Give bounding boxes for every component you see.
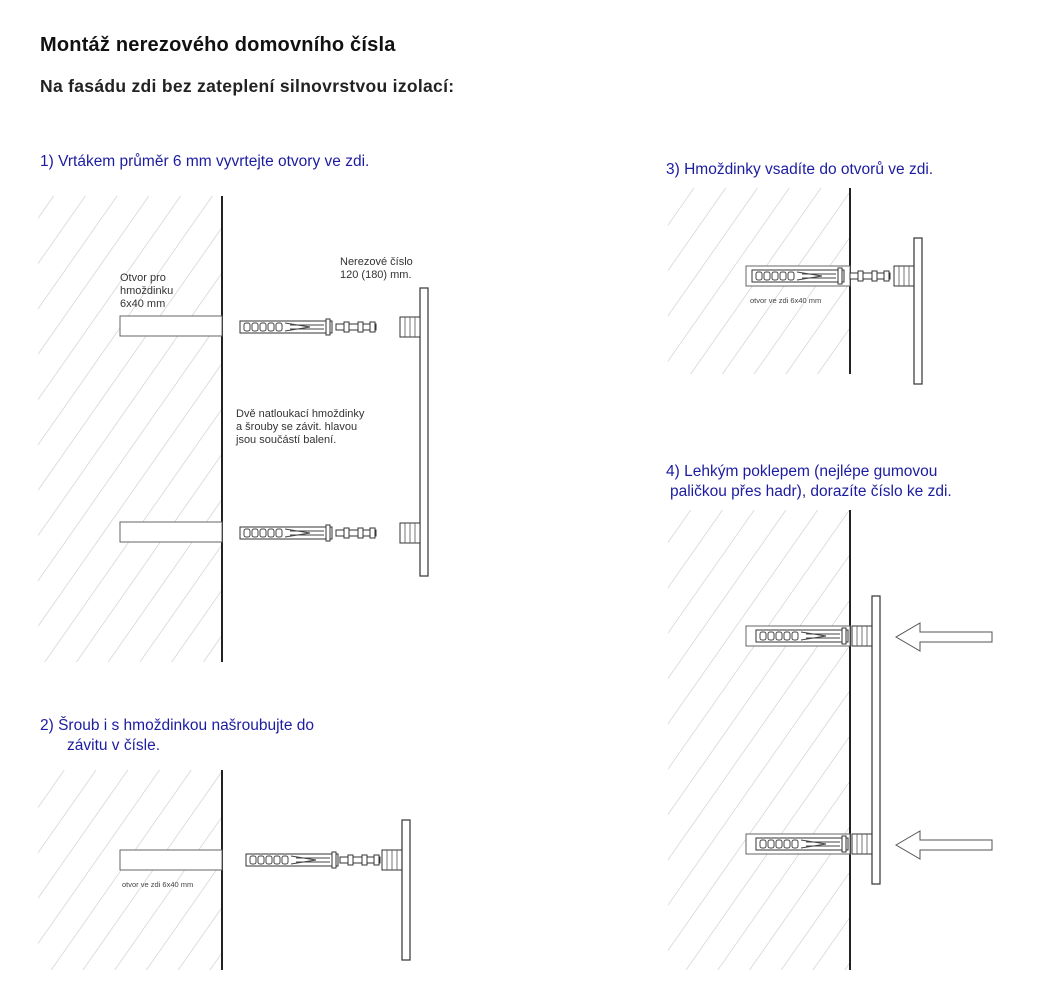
number-plate-1: [420, 288, 428, 576]
figure-4-tap-number-to-wall: [668, 510, 992, 970]
number-plate-4: [872, 596, 880, 884]
step-3-text: 3) Hmoždinky vsadíte do otvorů ve zdi.: [666, 161, 934, 178]
number-label-line-1: Nerezové číslo: [340, 256, 413, 268]
page-subtitle: Na fasádu zdi bez zateplení silnovrstvou izolací:: [40, 76, 455, 96]
figure-2-screw-into-number: [38, 770, 410, 970]
step-1-text: 1) Vrtákem průměr 6 mm vyvrtejte otvory ve zdi.: [40, 153, 370, 170]
hole-label-line-2: hmoždinku: [120, 285, 174, 297]
step-2-line-2: závitu v čísle.: [67, 737, 161, 754]
hole-1-top: [120, 316, 222, 336]
step-2-line-1: 2) Šroub i s hmoždinkou našroubujte do: [40, 717, 314, 734]
hole-1-bottom: [120, 522, 222, 542]
spacer-3: [894, 266, 914, 286]
number-plate-2: [402, 820, 410, 960]
dowel-1-bottom: [240, 525, 332, 541]
hole-label-line-1: Otvor pro: [120, 272, 166, 284]
hole-label-line-3: 6x40 mm: [120, 298, 166, 310]
step-4-line-2: paličkou přes hadr), dorazíte číslo ke zdi.: [670, 483, 952, 500]
spacer-1-top: [400, 317, 420, 337]
dowel-4-bottom: [756, 836, 848, 852]
spacer-2: [382, 850, 402, 870]
step-4-text: [666, 462, 952, 502]
hole-wall-label-3: otvor ve zdi 6x40 mm: [750, 296, 822, 305]
hole-label: [120, 272, 173, 311]
figure-3-insert-dowels: [668, 188, 922, 384]
dowel-3: [752, 268, 844, 284]
screw-2: [340, 855, 380, 865]
package-label: [236, 408, 364, 447]
hole-2: [120, 850, 222, 870]
hole-wall-label-2: otvor ve zdi 6x40 mm: [122, 880, 194, 889]
number-label-line-2: 120 (180) mm.: [340, 269, 412, 281]
arrow-4-top-icon: [896, 623, 992, 651]
screw-1-bottom: [336, 528, 376, 538]
screw-3: [850, 271, 890, 281]
package-label-line-1: Dvě natloukací hmoždinky: [236, 408, 365, 420]
step-2-text: [40, 716, 314, 756]
wall-4: [668, 510, 850, 970]
number-plate-3: [914, 238, 922, 384]
package-label-line-2: a šrouby se závit. hlavou: [236, 421, 358, 433]
spacer-4-top: [852, 626, 872, 646]
number-label: [340, 256, 413, 282]
wall-1: [38, 196, 222, 662]
step-4-line-1: 4) Lehkým poklepem (nejlépe gumovou: [666, 463, 938, 480]
screw-1-top: [336, 322, 376, 332]
dowel-1-top: [240, 319, 332, 335]
spacer-4-bottom: [852, 834, 872, 854]
dowel-4-top: [756, 628, 848, 644]
package-label-line-3: jsou součástí balení.: [236, 434, 337, 446]
arrow-4-bottom-icon: [896, 831, 992, 859]
dowel-2: [246, 852, 338, 868]
page-title: Montáž nerezového domovního čísla: [40, 34, 396, 56]
spacer-1-bottom: [400, 523, 420, 543]
